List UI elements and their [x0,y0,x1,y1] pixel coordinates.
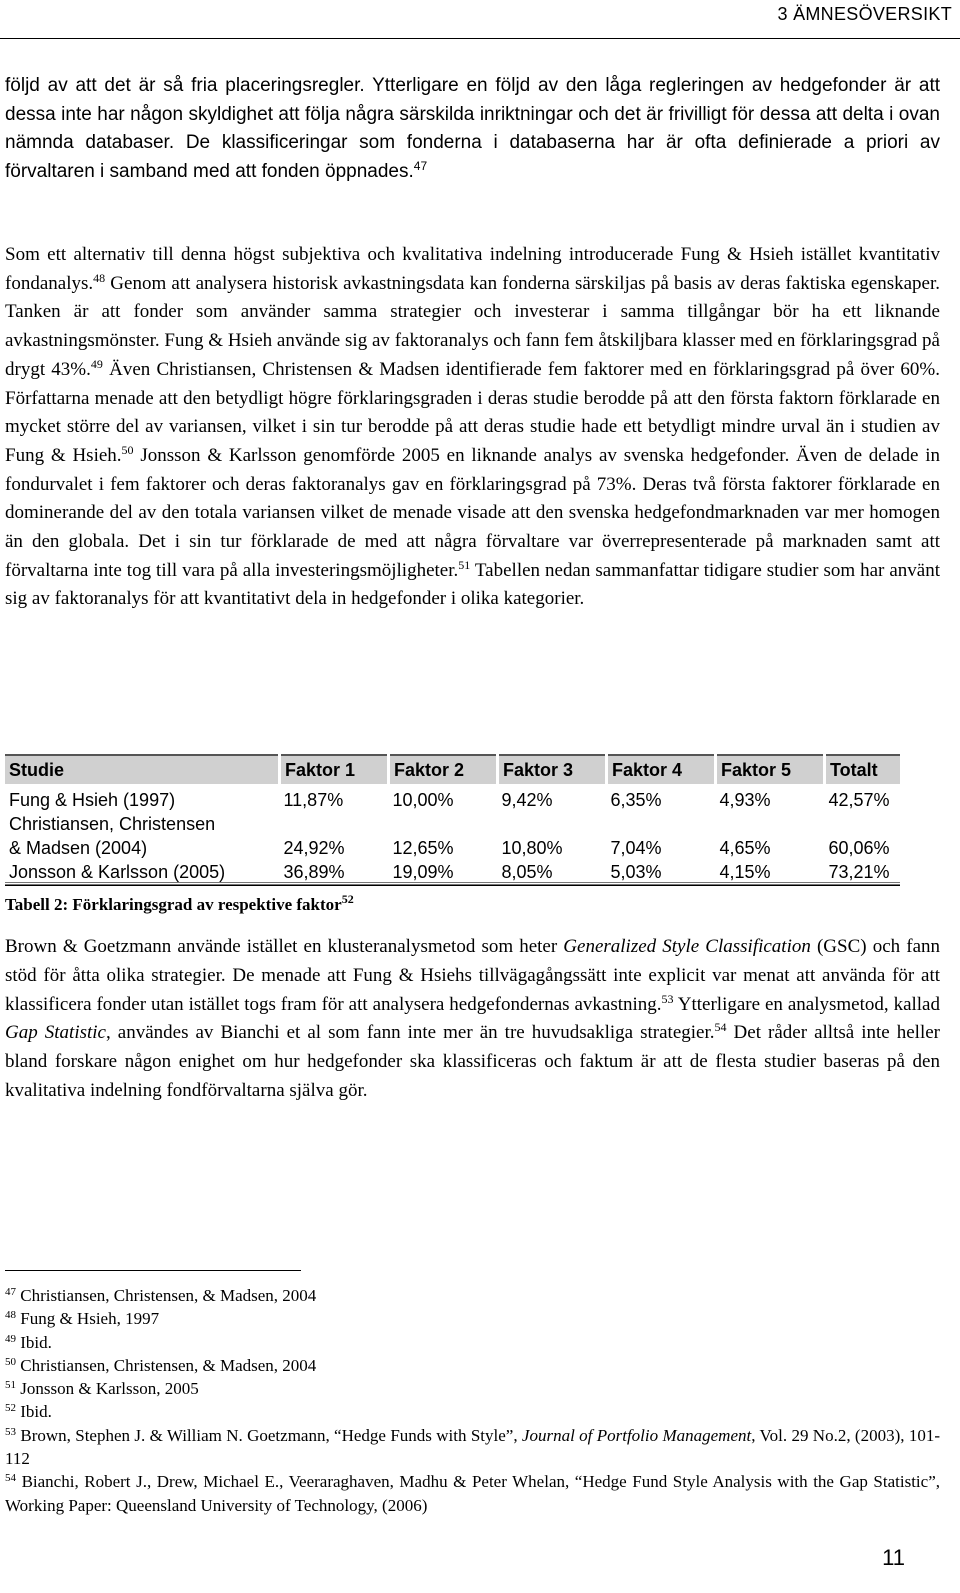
table-cell: 5,03% [607,860,716,885]
paragraph-2-text-5: Tabellen nedan sammanfattar tidigare studier som har använt sig av faktoranalys för att kvantitativt dela in hedgefonder i olika kategorier. [5,559,940,610]
paragraph-3-text-3: Ytterligare en analysmetod, kallad [673,993,940,1015]
footnote-ref-47[interactable]: 47 [413,159,428,174]
paragraph-2 [5,241,940,614]
col-header-totalt: Totalt [825,755,901,784]
footnote-item [5,1284,940,1307]
footnote-text: Fung & Hsieh, 1997 [20,1309,160,1329]
footnote-number: 52 [5,1402,16,1415]
footnote-item [5,1354,940,1377]
table-cell: 9,42% [501,790,553,810]
footnote-number: 50 [5,1355,16,1368]
table-cell: 42,57% [828,790,890,810]
col-header-faktor-2: Faktor 2 [389,755,498,784]
footnote-text: Bianchi, Robert J., Drew, Michael E., Veeraraghaven, Madhu & Peter Whelan, “Hedge Fund Style Analysis with the Gap Statistic”, Working Paper: Queensland University of Technology, (2006) [5,1472,940,1515]
paragraph-2-text-2: Genom att analysera historisk avkastningsdata kan fonderna särskiljas på basis av deras faktiska egenskaper. Tanken är att fonder som använder samma strategier och investerar i samma tillgångar bör ha ett liknande avkastningsmönster. Fung & Hsieh använde sig av faktoranalys och fann fem åtskiljbara klasser med en förklaringsgrad på drygt 43%. [5,272,940,380]
table-cell: 73,21% [825,860,901,885]
table-bottom-rule [5,882,900,885]
table-cell: Jonsson & Karlsson (2005) [5,860,280,885]
page-number: 11 [882,1545,905,1570]
footnote-text: Brown, Stephen J. & William N. Goetzmann, “Hedge Funds with Style”, [20,1425,522,1445]
header-rule [0,38,960,39]
table-header-row [5,755,900,784]
table-cell: 8,05% [498,860,607,885]
col-header-faktor-4: Faktor 4 [607,755,716,784]
table-caption [5,892,354,915]
col-header-studie: Studie [5,755,280,784]
footnote-ref-52[interactable]: 52 [341,892,354,906]
factor-table [5,754,900,886]
footnote-number: 47 [5,1286,16,1298]
paragraph-2-text-4: Jonsson & Karlsson genomförde 2005 en liknande analys av svenska hedgefonder. Även de delade in fondurvalet i fem faktorer och deras faktoranalys gav en förklaringsgrad på 73%. Deras två första faktorer förklarade en dominerande del av den totala variansen vilket de menade visade att den svenska hedgefondmarknaden var mer homogen än den globala. Det i sin tur förklarade de med att några förvaltare var överrepresenterade på marknaden samt att förvaltarna inte tog till vara på alla investeringsmöjligheter. [5,444,940,581]
paragraph-3-text-5: Det råder alltså inte heller bland forskare någon enighet om hur hedgefonder ska klassificeras och faktum är att de flesta studier baseras på den kvalitativa indelning fondförvaltarna själva gör. [5,1022,940,1101]
table-cell: 4,15% [716,860,825,885]
table-caption-text: Tabell 2: Förklaringsgrad av respektive faktor [5,895,342,914]
footnote-text: Jonsson & Karlsson, 2005 [20,1379,199,1399]
paragraph-3-text-1: Brown & Goetzmann använde istället en klusteranalysmetod som heter [5,936,564,957]
paragraph-2-text-1: Som ett alternativ till denna högst subjektiva och kvalitativa indelning introducerade Fung & Hsieh istället kvantitativ fondanalys. [5,244,940,294]
footnote-ref-48[interactable]: 48 [93,270,106,285]
footnote-number: 53 [5,1425,16,1438]
footnote-text: Ibid. [20,1332,52,1352]
paragraph-2-text-3: Även Christiansen, Christensen & Madsen identifierade fem faktorer med en förklaringsgrad på över 60%. Författarna menade att den betydligt högre förklaringsgraden i deras studie berodde på att den första faktorn förklarade en mycket större del av variansen, vilket i sin tur berodde på att deras studie hade ett betydligt mindre urval än i studien av Fung & Hsieh. [5,358,940,466]
paragraph-3-text-2: (GSC) och fann stöd för åtta olika strategier. De menade att Fung & Hsiehs tillvägagångssätt inte explicit var menat att använda för att klassificera fonder utan istället togs fram för att analysera hedgefondernas avkastning. [5,936,940,1015]
footnote-number: 48 [5,1309,16,1322]
footnote-item [5,1400,940,1423]
paragraph-3 [5,933,940,1106]
footnote-ref-51[interactable]: 51 [458,557,471,572]
table-cell: 12,65% [392,838,454,858]
table-cell: 4,93% [719,790,771,810]
footnote-number: 54 [5,1472,16,1485]
footnote-ref-54[interactable]: 54 [714,1020,727,1035]
col-header-faktor-1: Faktor 1 [280,755,389,784]
paragraph-3-italic-2: Gap Statistic [5,1022,106,1044]
table-cell: 24,92% [283,838,345,858]
table-cell-line: & Madsen (2004) [9,838,148,858]
table-cell: 60,06% [828,838,890,858]
table-cell: 11,87% [283,790,344,810]
col-header-faktor-3: Faktor 3 [498,755,607,784]
footnote-item [5,1377,940,1400]
footnote-text: Christiansen, Christensen, & Madsen, 2004 [20,1355,317,1375]
table-cell: Fung & Hsieh (1997) [9,790,176,810]
running-head: 3 ÄMNESÖVERSIKT [777,4,952,24]
footnote-item [5,1470,940,1517]
table-cell [5,812,280,860]
paragraph-3-italic-1: Generalized Style Classification [563,936,811,957]
table-row [5,812,900,860]
footnote-text: Ibid. [20,1402,52,1422]
footnote-number: 49 [5,1332,16,1345]
footnote-ref-50[interactable]: 50 [121,442,134,457]
table-cell: 4,65% [719,838,771,858]
footnote-separator [5,1270,301,1271]
footnote-text: , Vol. 29 No.2, (2003), 101-112 [5,1425,941,1469]
footnote-item [5,1331,940,1354]
table-cell: 7,04% [610,838,662,858]
table-cell: 10,80% [501,838,563,858]
footnote-item [5,1424,940,1471]
col-header-faktor-5: Faktor 5 [716,755,825,784]
paragraph-1 [5,72,940,187]
footnote-ref-53[interactable]: 53 [661,991,674,1006]
footnote-text: Christiansen, Christensen, & Madsen, 2004 [20,1286,317,1305]
footnote-number: 51 [5,1379,16,1392]
table-row [5,784,900,812]
footnote-ref-49[interactable]: 49 [90,356,103,371]
table-cell-line: Christiansen, Christensen [9,814,216,834]
table-cell: 10,00% [392,790,454,810]
table-cell: 36,89% [280,860,389,885]
footnote-italic: Journal of Portfolio Management [521,1425,752,1445]
table-cell: 19,09% [389,860,498,885]
footnote-item [5,1307,940,1330]
footnotes [5,1284,940,1517]
table-cell: 6,35% [610,790,662,810]
paragraph-1-text: följd av att det är så fria placeringsregler. Ytterligare en följd av den låga regleringen av hedgefonder är att dessa inte har någon skyldighet att följa några särskilda inriktningar och det är frivilligt för dessa att delta i ovan nämnda databaser. De klassificeringar som fonderna i databaserna har är ofta definierade a priori av förvaltaren i samband med att fonden öppnades. [5,75,940,183]
paragraph-3-text-4: , användes av Bianchi et al som fann inte mer än tre huvudsakliga strategier. [105,1022,715,1044]
